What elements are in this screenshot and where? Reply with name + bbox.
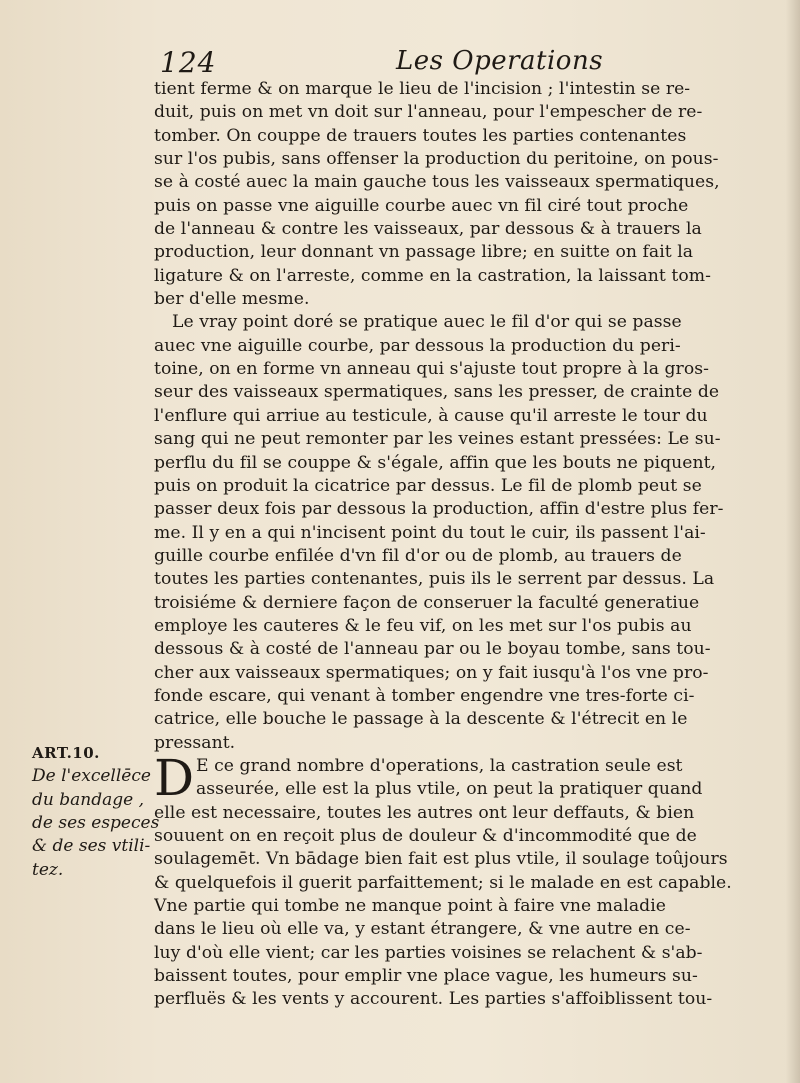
- text-line: baissent toutes, pour emplir vne place vague, les humeurs su-: [154, 966, 698, 987]
- text-line: troisiéme & derniere façon de conseruer la faculté generatiue: [154, 592, 700, 613]
- drop-cap-letter: D: [154, 748, 195, 807]
- text-line: tomber. On couppe de trauers toutes les parties contenantes: [154, 125, 687, 146]
- text-line: passer deux fois par dessous la production, affin d'estre plus fer-: [154, 499, 724, 520]
- text-line: sang qui ne peut remonter par les veines estant pressées: Le su-: [154, 429, 721, 450]
- text-line: cher aux vaisseaux spermatiques; on y fait iusqu'à l'os vne pro-: [154, 662, 709, 683]
- text-line: & quelquefois il guerit parfaittement; si le malade en est capable.: [154, 872, 732, 893]
- text-line: duit, puis on met vn doit sur l'anneau, pour l'empescher de re-: [154, 102, 703, 123]
- text-line: fonde escare, qui venant à tomber engendre vne tres-forte ci-: [154, 685, 695, 706]
- text-line: me. Il y en a qui n'incisent point du tout le cuir, ils passent l'ai-: [154, 522, 706, 543]
- text-line: toine, on en forme vn anneau qui s'ajuste tout propre à la gros-: [154, 359, 709, 380]
- text-line: production, leur donnant vn passage libre; en suitte on fait la: [154, 242, 694, 263]
- margin-note-line: de ses especes: [32, 813, 160, 834]
- text-line: asseurée, elle est la plus vtile, on peut la pratiquer quand: [196, 779, 703, 800]
- text-line: de l'anneau & contre les vaisseaux, par dessous & à trauers la: [154, 219, 702, 240]
- text-line: pressant.: [154, 732, 236, 753]
- margin-note-line: & de ses vtili-: [32, 836, 151, 857]
- text-line: perflu du fil se couppe & s'égale, affin que les bouts ne piquent,: [154, 452, 717, 473]
- text-line: puis on passe vne aiguille courbe auec vn fil ciré tout proche: [154, 195, 689, 216]
- text-line: elle est necessaire, toutes les autres ont leur deffauts, & bien: [154, 802, 695, 823]
- page-header: [160, 46, 760, 82]
- text-line: Vne partie qui tombe ne manque point à faire vne maladie: [154, 896, 666, 917]
- text-line: perfluës & les vents y accourent. Les parties s'affoiblissent tou-: [154, 989, 713, 1010]
- text-line: dessous & à costé de l'anneau par ou le boyau tombe, sans tou-: [154, 639, 711, 660]
- text-line: sur l'os pubis, sans offenser la production du peritoine, on pous-: [154, 149, 719, 170]
- text-line: ber d'elle mesme.: [154, 289, 310, 310]
- text-line: se à costé auec la main gauche tous les vaisseaux spermatiques,: [154, 172, 720, 193]
- text-line: luy d'où elle vient; car les parties voisines se relachent & s'ab-: [154, 942, 703, 963]
- text-line: puis on produit la cicatrice par dessus. Le fil de plomb peut se: [154, 475, 702, 496]
- body-text: [154, 78, 762, 1012]
- paragraph-start-line: Le vray point doré se pratique auec le fil d'or qui se passe: [172, 312, 682, 333]
- running-head: Les Operations: [396, 46, 604, 76]
- margin-note-line: De l'excellēce: [32, 766, 151, 787]
- margin-note-line: du bandage ,: [32, 789, 144, 810]
- text-line: l'enflure qui arriue au testicule, à cause qu'il arreste le tour du: [154, 405, 708, 426]
- text-line: seur des vaisseaux spermatiques, sans les presser, de crainte de: [154, 382, 720, 403]
- text-line: E ce grand nombre d'operations, la castration seule est: [196, 755, 683, 776]
- text-line: tient ferme & on marque le lieu de l'incision ; l'intestin se re-: [154, 79, 691, 99]
- text-line: toutes les parties contenantes, puis ils le serrent par dessus. La: [154, 569, 715, 590]
- text-line: auec vne aiguille courbe, par dessous la production du peri-: [154, 335, 681, 356]
- text-line: ligature & on l'arreste, comme en la castration, la laissant tom-: [154, 265, 711, 286]
- text-line: catrice, elle bouche le passage à la descente & l'étrecit en le: [154, 709, 688, 730]
- margin-note-line: tez.: [32, 859, 64, 880]
- text-line: employe les cauteres & le feu vif, on les met sur l'os pubis au: [154, 615, 692, 636]
- text-line: souuent on en reçoit plus de douleur & d'incommodité que de: [154, 826, 697, 846]
- text-line: guille courbe enfilée d'vn fil d'or ou de plomb, au trauers de: [154, 545, 682, 566]
- page-number: 124: [160, 46, 217, 79]
- margin-article-number: ART.10.: [32, 744, 100, 762]
- text-line: dans le lieu où elle va, y estant étrangere, & vne autre en ce-: [154, 919, 691, 940]
- drop-cap-paragraph: [154, 748, 762, 807]
- margin-note: [32, 742, 160, 882]
- text-line: soulagemēt. Vn bādage bien fait est plus vtile, il soulage toûjours: [154, 849, 728, 870]
